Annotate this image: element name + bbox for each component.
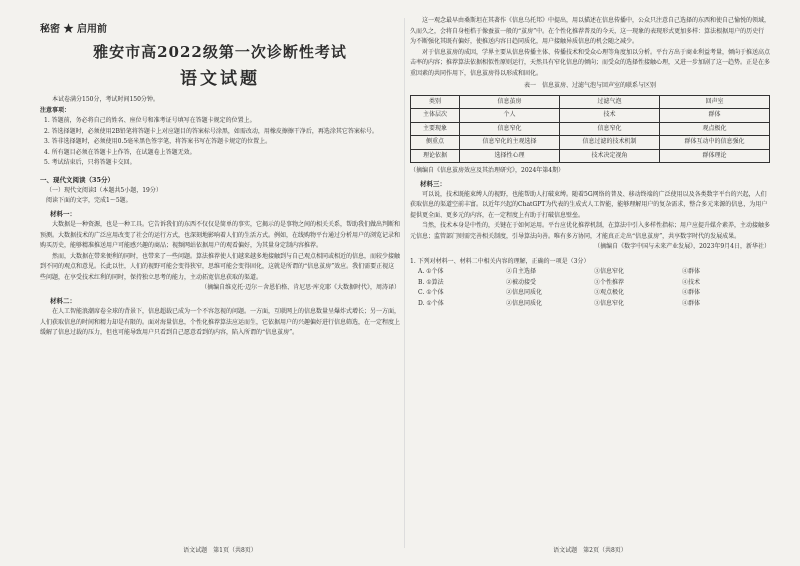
table-cell: 理论依据 <box>411 149 460 163</box>
table-cell: 信息窄化 <box>560 122 660 136</box>
option-cell: ③信息窄化 <box>594 268 625 276</box>
left-page <box>40 12 400 554</box>
option-cell: ③观点极化 <box>594 289 625 297</box>
notes-heading: 注意事项： <box>40 106 71 114</box>
material-label: 材料二： <box>50 296 76 305</box>
table-cell: 侧重点 <box>411 136 460 150</box>
material-label: 材料三： <box>420 179 446 188</box>
exam-info: 本试卷满分150分，考试时间150分钟。 <box>52 96 159 103</box>
table-cell: 信息窄化的主观选择 <box>460 136 560 150</box>
section-heading: 一、现代文阅读（35分） <box>40 175 115 184</box>
table-cell: 观点极化 <box>659 122 769 136</box>
reading-instruction: 阅读下面的文字，完成1～5题。 <box>46 197 132 205</box>
table-header-cell: 回声室 <box>659 95 769 109</box>
option-cell: ④群体 <box>682 299 701 307</box>
option-cell: D. ①个体 <box>418 299 444 307</box>
table-row <box>411 109 770 123</box>
table-cell: 个人 <box>460 109 560 123</box>
table-row <box>411 149 770 163</box>
table-cell: 主体层次 <box>411 109 460 123</box>
material-source: （摘编自《数字中国与未来产业发展》，2023年9月4日，新华社） <box>594 243 770 251</box>
table-cell: 信息窄化 <box>460 122 560 136</box>
material-source: （摘编自《信息茧房效应及其治理研究》，2024年第4期） <box>410 167 565 174</box>
question-stem: 1. 下列对材料一、材料二中相关内容的理解，正确的一项是（3分） <box>410 257 590 265</box>
option-cell: ②自主选择 <box>506 268 537 276</box>
table-cell: 群体理论 <box>659 149 769 163</box>
table-cell: 群体 <box>659 109 769 123</box>
table-cell: 主要现象 <box>411 122 460 136</box>
material-paragraph: 在人工智能浪潮席卷全球的背景下，信息超载已成为一个不容忽视的问题。一方面，互联网上的信息数量呈爆炸式增长；另一方面，人们获取信息的时间和精力却是有限的。面对海量信息，个性化推荐算法应运而生，它依据用户的兴趣偏好进行信息筛选，在一定程度上缓解了信息过载的压力，但也可能导致用户只看到自己愿意看到的内容，陷入所谓的“信息茧房”。 <box>40 308 401 337</box>
material-paragraph: 大数据是一种资源，也是一种工具。它告诉我们的东西不仅仅是简单的事实，它揭示的是事物之间的相关关系，帮助我们做出判断和预测。大数据技术的广泛应用改变了社会的运行方式，也深刻地影响着人们的生活方式。例如，在线购物平台通过分析用户的浏览记录和购买历史，能够精准推送用户可能感兴趣的商品；视频网站依据用户的观看偏好，为其量身定制内容推荐。 <box>40 221 401 250</box>
table-caption: 表一 信息茧房、过滤气泡与回声室的联系与区别 <box>523 82 656 89</box>
table-cell: 选择性心理 <box>460 149 560 163</box>
table-cell: 信息过滤的技术机制 <box>560 136 660 150</box>
note-item: 1. 答题前，务必将自己的姓名、座位号和准考证号填写在答题卡规定的位置上。 <box>44 117 256 124</box>
table-header-row <box>411 95 770 109</box>
table-row <box>411 136 770 150</box>
material-paragraph: 然而，大数据在带来便利的同时，也带来了一些问题。算法推荐使人们越来越多地接触到与自己观点相同或相近的信息，而较少接触到不同的观点和意见。长此以往，人们的视野可能会变得狭窄，思维可能会变得固化，这就是所谓的“信息茧房”效应。我们需要正视这些问题，在享受技术红利的同时，保持独立思考的能力，主动拓宽信息获取的渠道。 <box>40 252 401 281</box>
answer-options <box>418 267 770 309</box>
option-cell: ④技术 <box>682 278 701 286</box>
table-cell: 技术 <box>560 109 660 123</box>
table-cell: 技术决定视角 <box>560 149 660 163</box>
subsection-heading: （一）现代文阅读Ⅰ（本题共5小题，19分） <box>46 186 162 194</box>
secret-label: 秘密 ★ 启用前 <box>40 24 107 35</box>
material-paragraph: 对于信息茧房的成因，学界主要从信息传播主体、传播技术和受众心理等角度加以分析。平台方出于商业利益考量，倾向于推送高点击率的内容；推荐算法依据相似性原则运行，天然具有窄化信息的倾向；而受众的选择性接触心理，又进一步加剧了这一趋势。正是在多重因素的共同作用下，信息茧房得以形成和固化。 <box>410 48 771 77</box>
material-source: （摘编自维克托·迈尔－舍恩伯格、肯尼思·库克耶《大数据时代》，周涛译） <box>201 284 400 292</box>
option-cell: B. ①算法 <box>418 278 444 286</box>
exam-title: 雅安市高2022级第一次诊断性考试 <box>93 43 347 61</box>
table-row <box>411 122 770 136</box>
table-header-cell: 过滤气泡 <box>560 95 660 109</box>
right-page <box>410 12 770 554</box>
note-item: 2. 答选择题时，必须使用2B铅笔将答题卡上对应题目的答案标号涂黑，如需改动，用橡皮擦擦干净后，再选涂其它答案标号。 <box>44 127 378 135</box>
table-header-cell: 类别 <box>411 95 460 109</box>
option-cell: C. ①个体 <box>418 289 444 297</box>
option-cell: ③个性推荐 <box>594 278 625 286</box>
material-paragraph: 这一观念最早由桑斯坦在其著作《信息乌托邦》中提出，用以描述在信息传播中，公众只注意自己选择的东西和使自己愉悦的领域，久而久之，会将自身桎梏于像蚕茧一般的“茧房”中。在个性化推荐普及的今天，这一现象的表现形式更加多样：算法根据用户的历史行为不断强化其既有偏好，使推送内容日趋同质化，用户接触异质信息的机会随之减少。 <box>410 17 771 45</box>
option-cell: ②被动接受 <box>506 278 537 286</box>
option-cell: ④群体 <box>682 268 701 276</box>
material-paragraph: 可以说，技术既能束缚人的视野，也能帮助人打破束缚。随着5G网络的普及、移动终端的广泛使用以及各类数字平台的兴起，人们获取信息的渠道空前丰富。以近年兴起的ChatGPT为代表的生成式人工智能，能够理解用户的复杂需求，整合多元来源的信息，为用户提供更全面、更多元的内容，在一定程度上有助于打破信息壁垒。 <box>410 190 768 219</box>
option-cell: ③信息窄化 <box>594 299 625 307</box>
note-item: 5. 考试结束后，只将答题卡交回。 <box>44 159 136 166</box>
option-cell: A. ①个体 <box>418 268 444 276</box>
option-cell: ②信息同质化 <box>506 299 543 307</box>
material-paragraph: 当然，技术本身是中性的，关键在于如何运用。平台应优化推荐机制，在算法中引入多样性指标；用户应提升媒介素养，主动接触多元信息；监管部门则需完善相关制度，引导算法向善。唯有多方协同，才能真正走出“信息茧房”，共享数字时代的发展成果。 <box>410 222 771 240</box>
page-footer: 语文试题 第1页（共8页） <box>183 547 257 554</box>
note-item: 3. 答非选择题时，必须使用0.5毫米黑色签字笔，将答案书写在答题卡规定的位置上。 <box>44 138 272 145</box>
option-cell: ④群体 <box>682 289 701 297</box>
comparison-table <box>410 95 770 164</box>
page-divider <box>404 18 405 548</box>
subject-title: 语文试题 <box>180 69 260 89</box>
material-label: 材料一： <box>50 209 76 218</box>
option-cell: ②信息同质化 <box>506 289 543 297</box>
note-item: 4. 所有题目必须在答题卡上作答，在试题卷上答题无效。 <box>44 148 196 156</box>
table-cell: 群体互动中的信息强化 <box>659 136 769 150</box>
page-footer: 语文试题 第2页（共8页） <box>553 547 627 554</box>
table-header-cell: 信息茧房 <box>460 95 560 109</box>
